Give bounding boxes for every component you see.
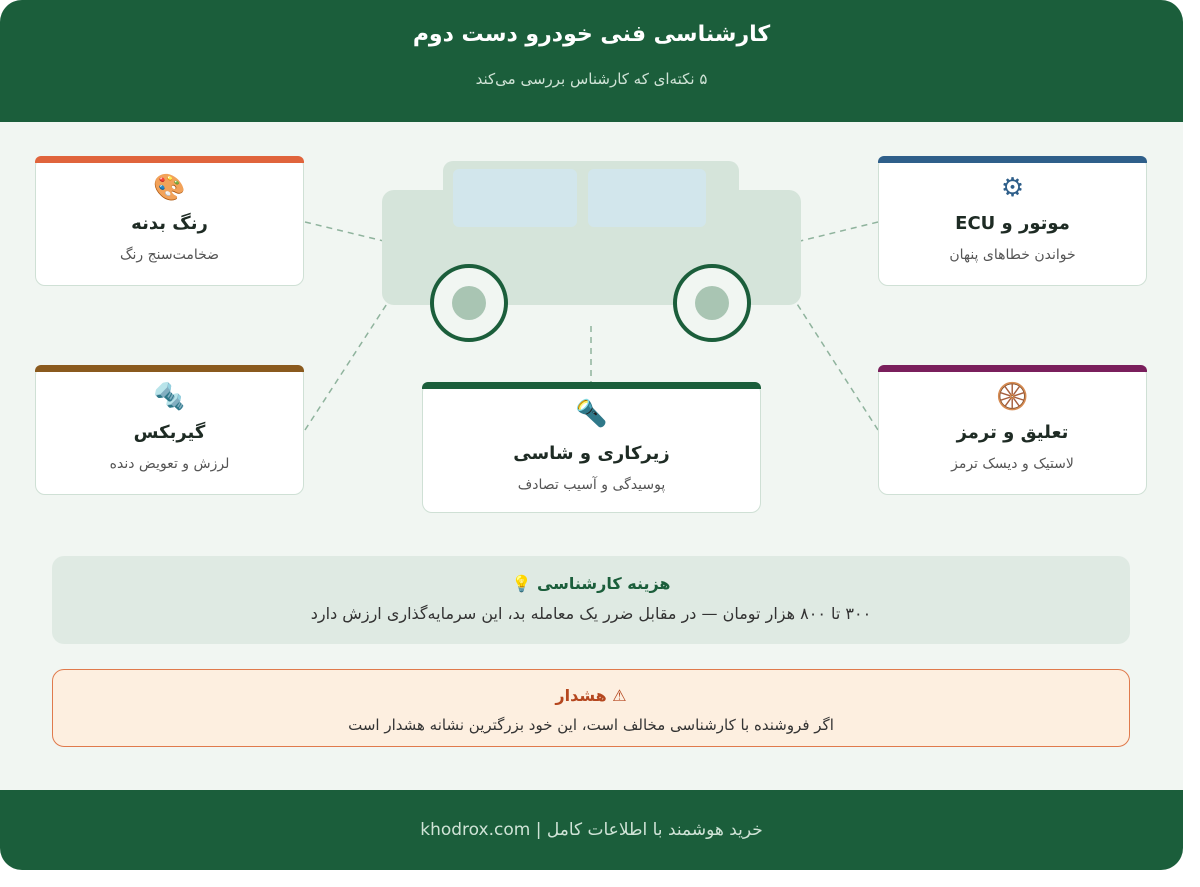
- card-chassis: [422, 382, 761, 513]
- cost-box: [52, 556, 1130, 644]
- connector-gearbox: [305, 296, 392, 430]
- cost-description: ۳۰۰ تا ۸۰۰ هزار تومان — در مقابل ضرر یک معامله بد، این سرمایه‌گذاری ارزش دارد: [310, 604, 872, 623]
- card-brakes: [878, 365, 1147, 495]
- card-engine: [878, 156, 1147, 286]
- wheel-icon: 🛞: [996, 382, 1029, 412]
- card-description: پوسیدگی و آسیب تصادف: [517, 477, 666, 493]
- card-accent-bar: [878, 156, 1147, 163]
- connector-engine: [792, 222, 878, 243]
- card-description: لرزش و تعویض دنده: [109, 456, 230, 472]
- palette-icon: 🎨: [153, 173, 186, 203]
- card-title: رنگ بدنه: [131, 213, 208, 234]
- card-title: گیربکس: [133, 422, 206, 443]
- card-paint: [35, 156, 304, 286]
- card-title: تعلیق و ترمز: [956, 422, 1069, 443]
- flashlight-icon: 🔦: [575, 399, 608, 429]
- bolt-icon: 🔩: [153, 382, 186, 412]
- card-description: لاستیک و دیسک ترمز: [951, 456, 1074, 472]
- warning-description: اگر فروشنده با کارشناسی مخالف است، این خود بزرگترین نشانه هشدار است: [348, 716, 834, 734]
- connector-brakes: [792, 296, 878, 430]
- card-accent-bar: [35, 365, 304, 372]
- card-title: زیرکاری و شاسی: [513, 443, 670, 464]
- gear-icon: ⚙: [1000, 173, 1025, 203]
- card-accent-bar: [35, 156, 304, 163]
- warning-box: [52, 669, 1130, 747]
- card-accent-bar: [878, 365, 1147, 372]
- card-description: خواندن خطاهای پنهان: [949, 247, 1076, 263]
- warning-title: ⚠ هشدار: [555, 686, 627, 705]
- footer-text: khodrox.com | خرید هوشمند با اطلاعات کامل: [420, 820, 763, 840]
- card-title: موتور و ECU: [955, 213, 1070, 234]
- connector-paint: [305, 222, 392, 243]
- footer: [0, 790, 1183, 870]
- card-description: ضخامت‌سنج رنگ: [119, 247, 220, 263]
- cost-title: هزینه کارشناسی 💡: [511, 574, 671, 593]
- card-gearbox: [35, 365, 304, 495]
- car-icon: [382, 161, 801, 340]
- card-accent-bar: [422, 382, 761, 389]
- page-subtitle: ۵ نکته‌ای که کارشناس بررسی می‌کند: [475, 70, 708, 88]
- page-title: کارشناسی فنی خودرو دست دوم: [412, 22, 771, 47]
